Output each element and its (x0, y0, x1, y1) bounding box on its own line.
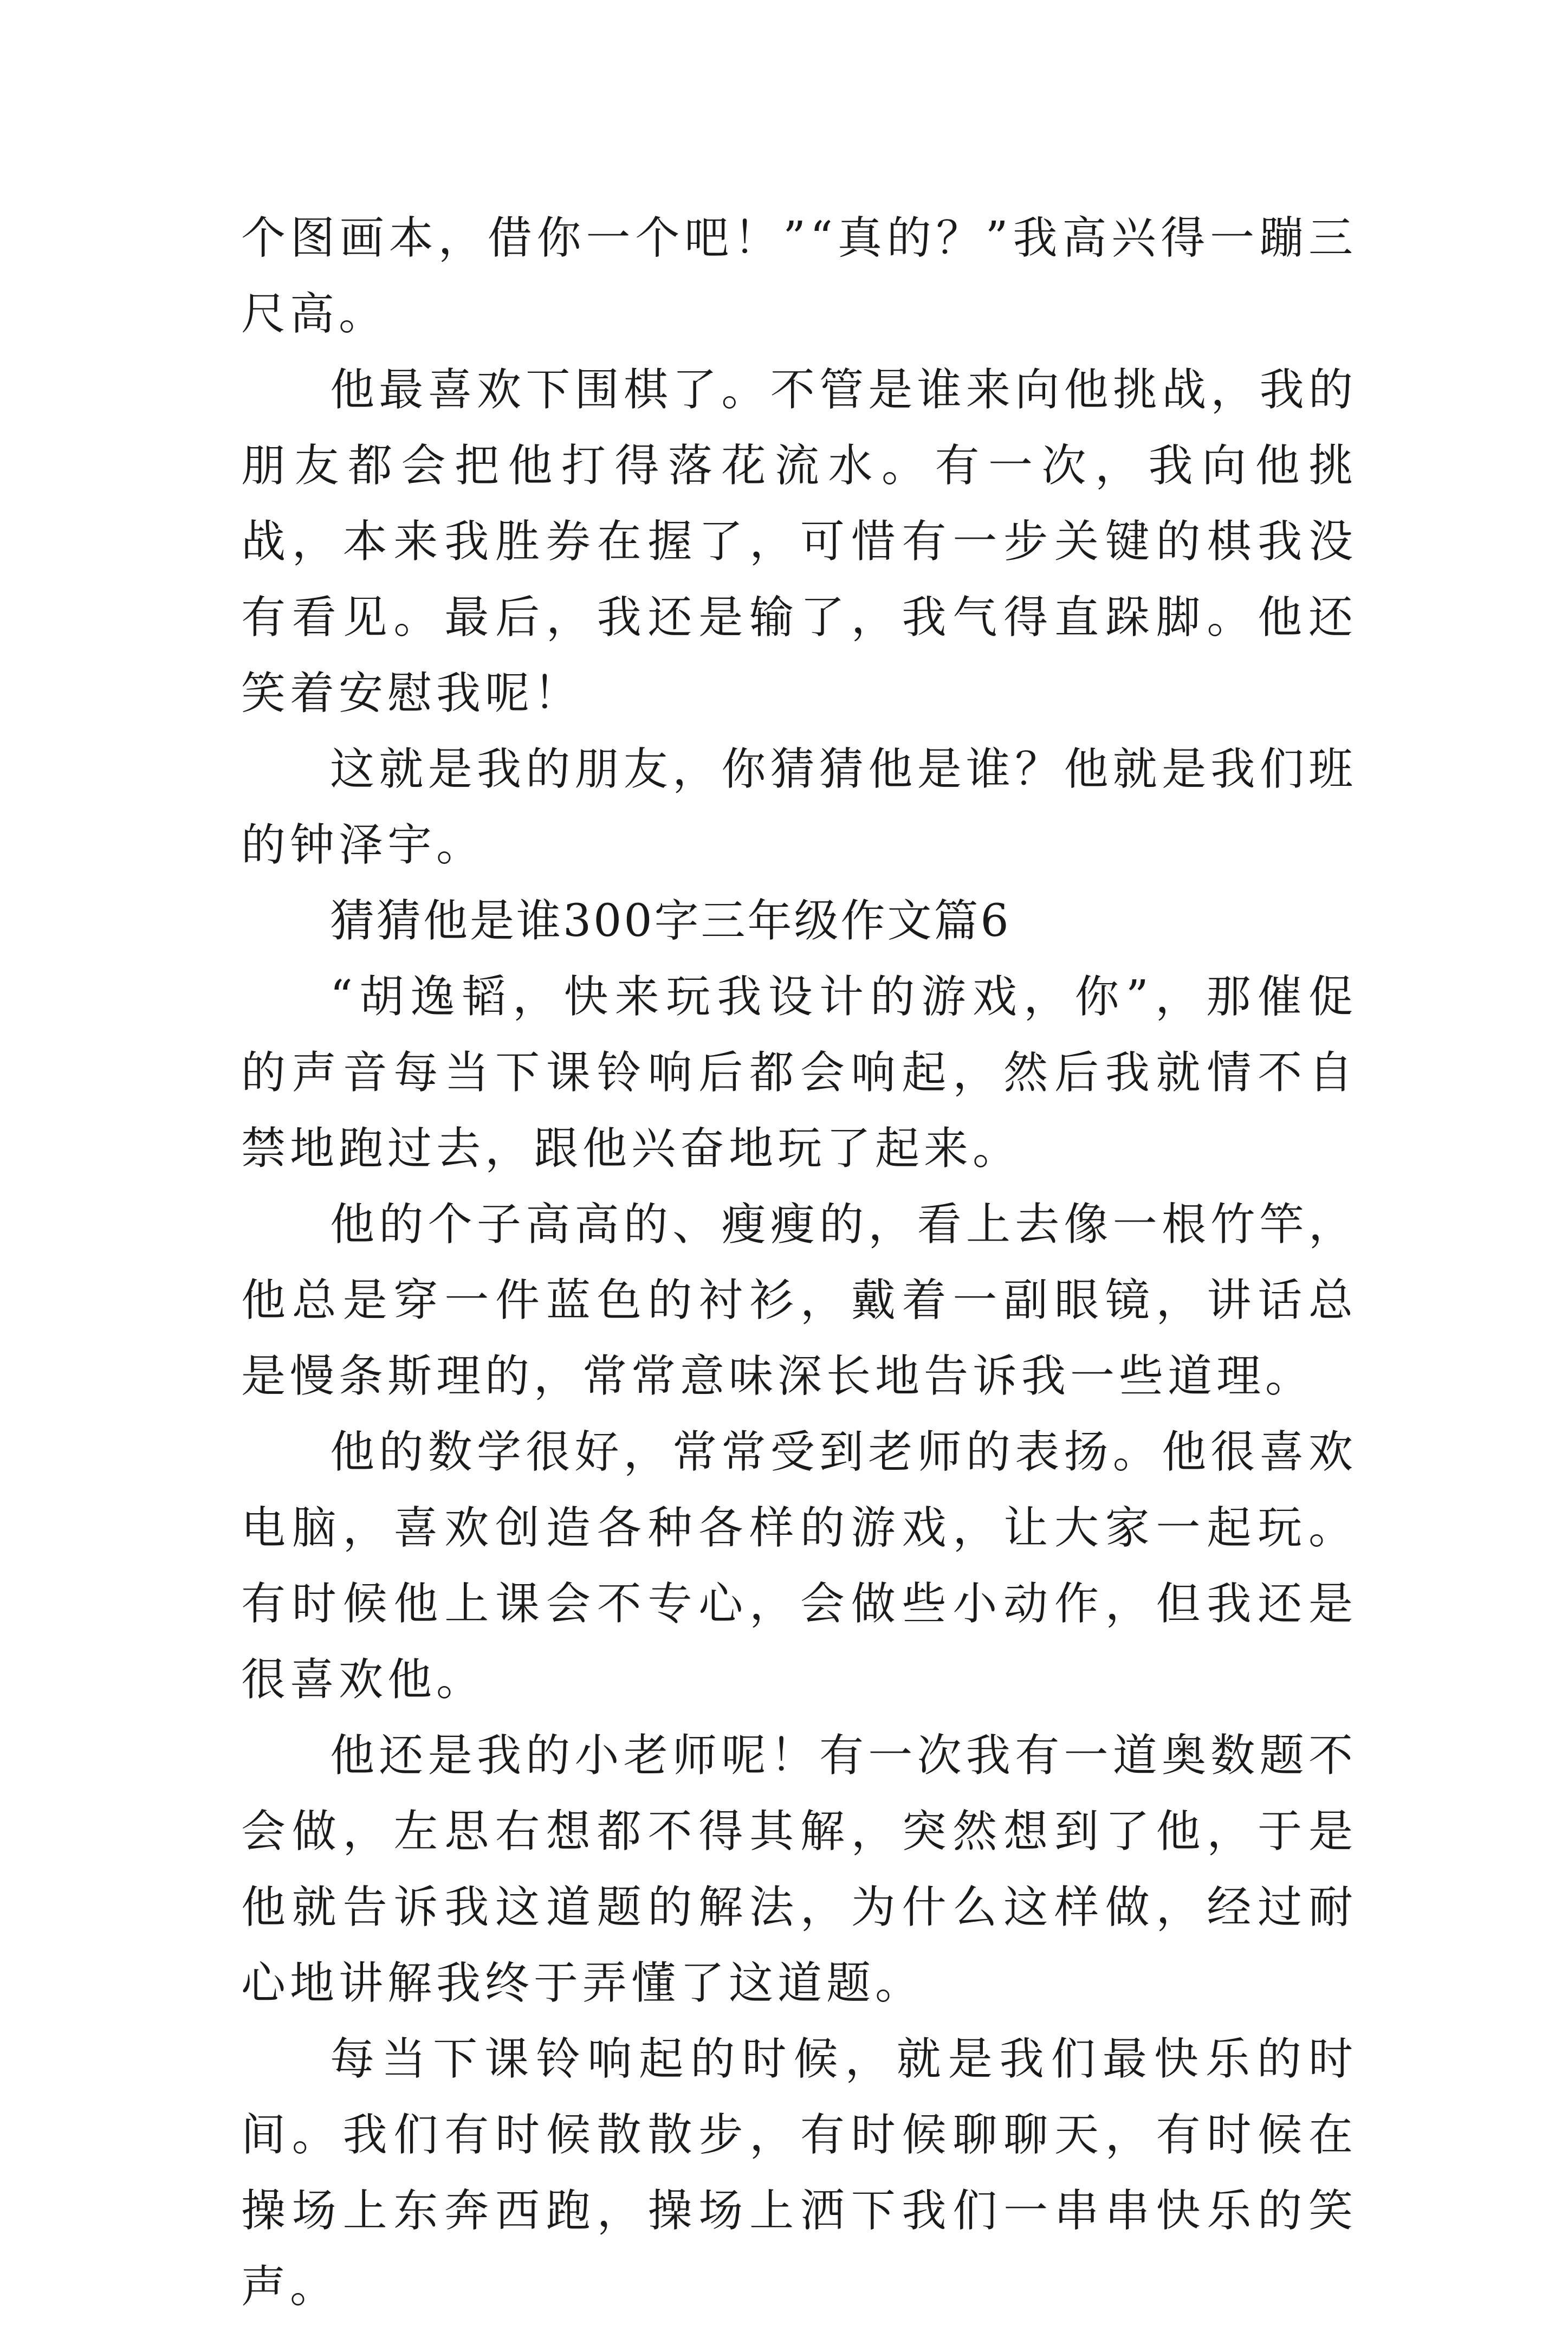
paragraph-teacher: 他还是我的小老师呢！有一次我有一道奥数题不会做，左思右想都不得其解，突然想到了他，于是他就告诉我这道题的解法，为什么这样做，经过耐心地讲解我终于弄懂了这道题。 (241, 1730, 1357, 2009)
paragraph-recess: 每当下课铃响起的时候，就是我们最快乐的时间。我们有时候散散步，有时候聊聊天，有时候在操场上东奔西跑，操场上洒下我们一串串快乐的笑声。 (241, 2033, 1357, 2313)
paragraph-math: 他的数学很好，常常受到老师的表扬。他很喜欢电脑，喜欢创造各种各样的游戏，让大家一起玩。有时候他上课会不专心，会做些小动作，但我还是很喜欢他。 (241, 1426, 1357, 1706)
paragraph-appearance: 他的个子高高的、瘦瘦的，看上去像一根竹竿，他总是穿一件蓝色的衬衫，戴着一副眼镜，讲话总是慢条斯理的，常常意味深长地告诉我一些道理。 (241, 1199, 1357, 1402)
paragraph-friend-reveal: 这就是我的朋友，你猜猜他是谁？他就是我们班的钟泽宇。 (241, 744, 1357, 871)
paragraph-continuation: 个图画本，借你一个吧！”“真的？”我高兴得一蹦三尺高。 (241, 212, 1357, 340)
section-heading: 猜猜他是谁300字三年级作文篇6 (330, 895, 1011, 947)
paragraph-weiqi: 他最喜欢下围棋了。不管是谁来向他挑战，我的朋友都会把他打得落花流水。有一次，我向他挑战，本来我胜券在握了，可惜有一步关键的棋我没有看见。最后，我还是输了，我气得直跺脚。他还笑着安慰我呢！ (241, 364, 1357, 719)
paragraph-game-invite: “胡逸韬，快来玩我设计的游戏，你”，那催促的声音每当下课铃响后都会响起，然后我就情不自禁地跑过去，跟他兴奋地玩了起来。 (241, 971, 1357, 1174)
essay-body (241, 201, 1357, 2325)
